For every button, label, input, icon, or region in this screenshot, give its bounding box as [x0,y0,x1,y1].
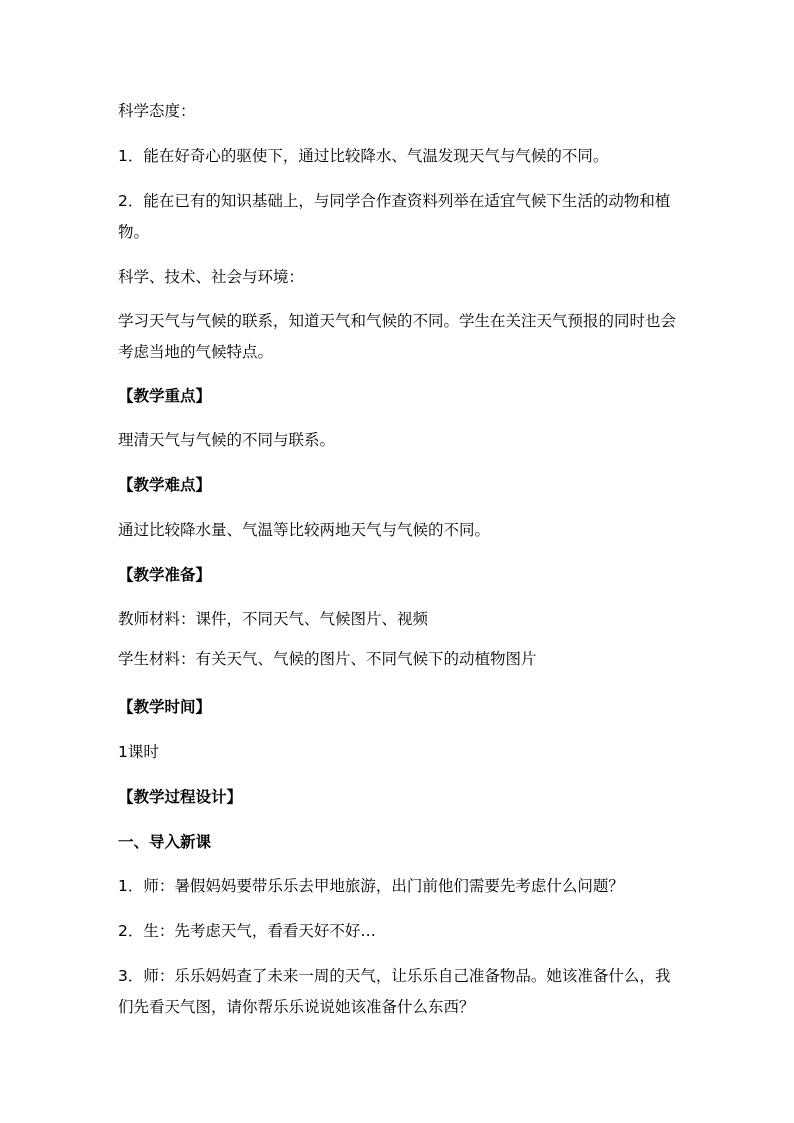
paragraph-science-attitude-label: 科学态度： [118,102,196,120]
paragraph-step-2: 2．生：先考虑天气，看看天好不好… [118,922,376,940]
heading-introduce-lesson: 一、导入新课 [118,833,212,851]
heading-teaching-time: 【教学时间】 [118,698,212,716]
paragraph-teaching-difficulty: 通过比较降水量、气温等比较两地天气与气候的不同。 [118,521,491,539]
paragraph-step-1: 1．师：暑假妈妈要带乐乐去甲地旅游，出门前他们需要先考虑什么问题？ [118,877,624,895]
paragraph-teacher-materials: 教师材料：课件，不同天气、气候图片、视频 [118,610,429,628]
paragraph-sts-label: 科学、技术、社会与环境： [118,268,305,286]
heading-teaching-focus: 【教学重点】 [118,387,212,405]
heading-teaching-preparation: 【教学准备】 [118,566,212,584]
paragraph-teaching-focus: 理清天气与气候的不同与联系。 [118,431,336,449]
paragraph-student-materials: 学生材料：有关天气、气候的图片、不同气候下的动植物图片 [118,650,537,668]
heading-teaching-difficulty: 【教学难点】 [118,476,212,494]
paragraph-attitude-item-1: 1．能在好奇心的驱使下，通过比较降水、气温发现天气与气候的不同。 [118,147,609,165]
paragraph-teaching-time: 1课时 [118,743,159,761]
paragraph-attitude-item-2: 2．能在已有的知识基础上，与同学合作查资料列举在适宜气候下生活的动物和植物。 [118,192,671,241]
heading-teaching-process: 【教学过程设计】 [118,788,243,806]
paragraph-step-3: 3．师：乐乐妈妈查了未来一周的天气，让乐乐自己准备物品。她该准备什么，我们先看天气图，请你帮乐乐说说她该准备什么东西？ [118,967,671,1016]
paragraph-sts-content: 学习天气与气候的联系，知道天气和气候的不同。学生在关注天气预报的同时也会考虑当地的气候特点。 [118,312,677,361]
